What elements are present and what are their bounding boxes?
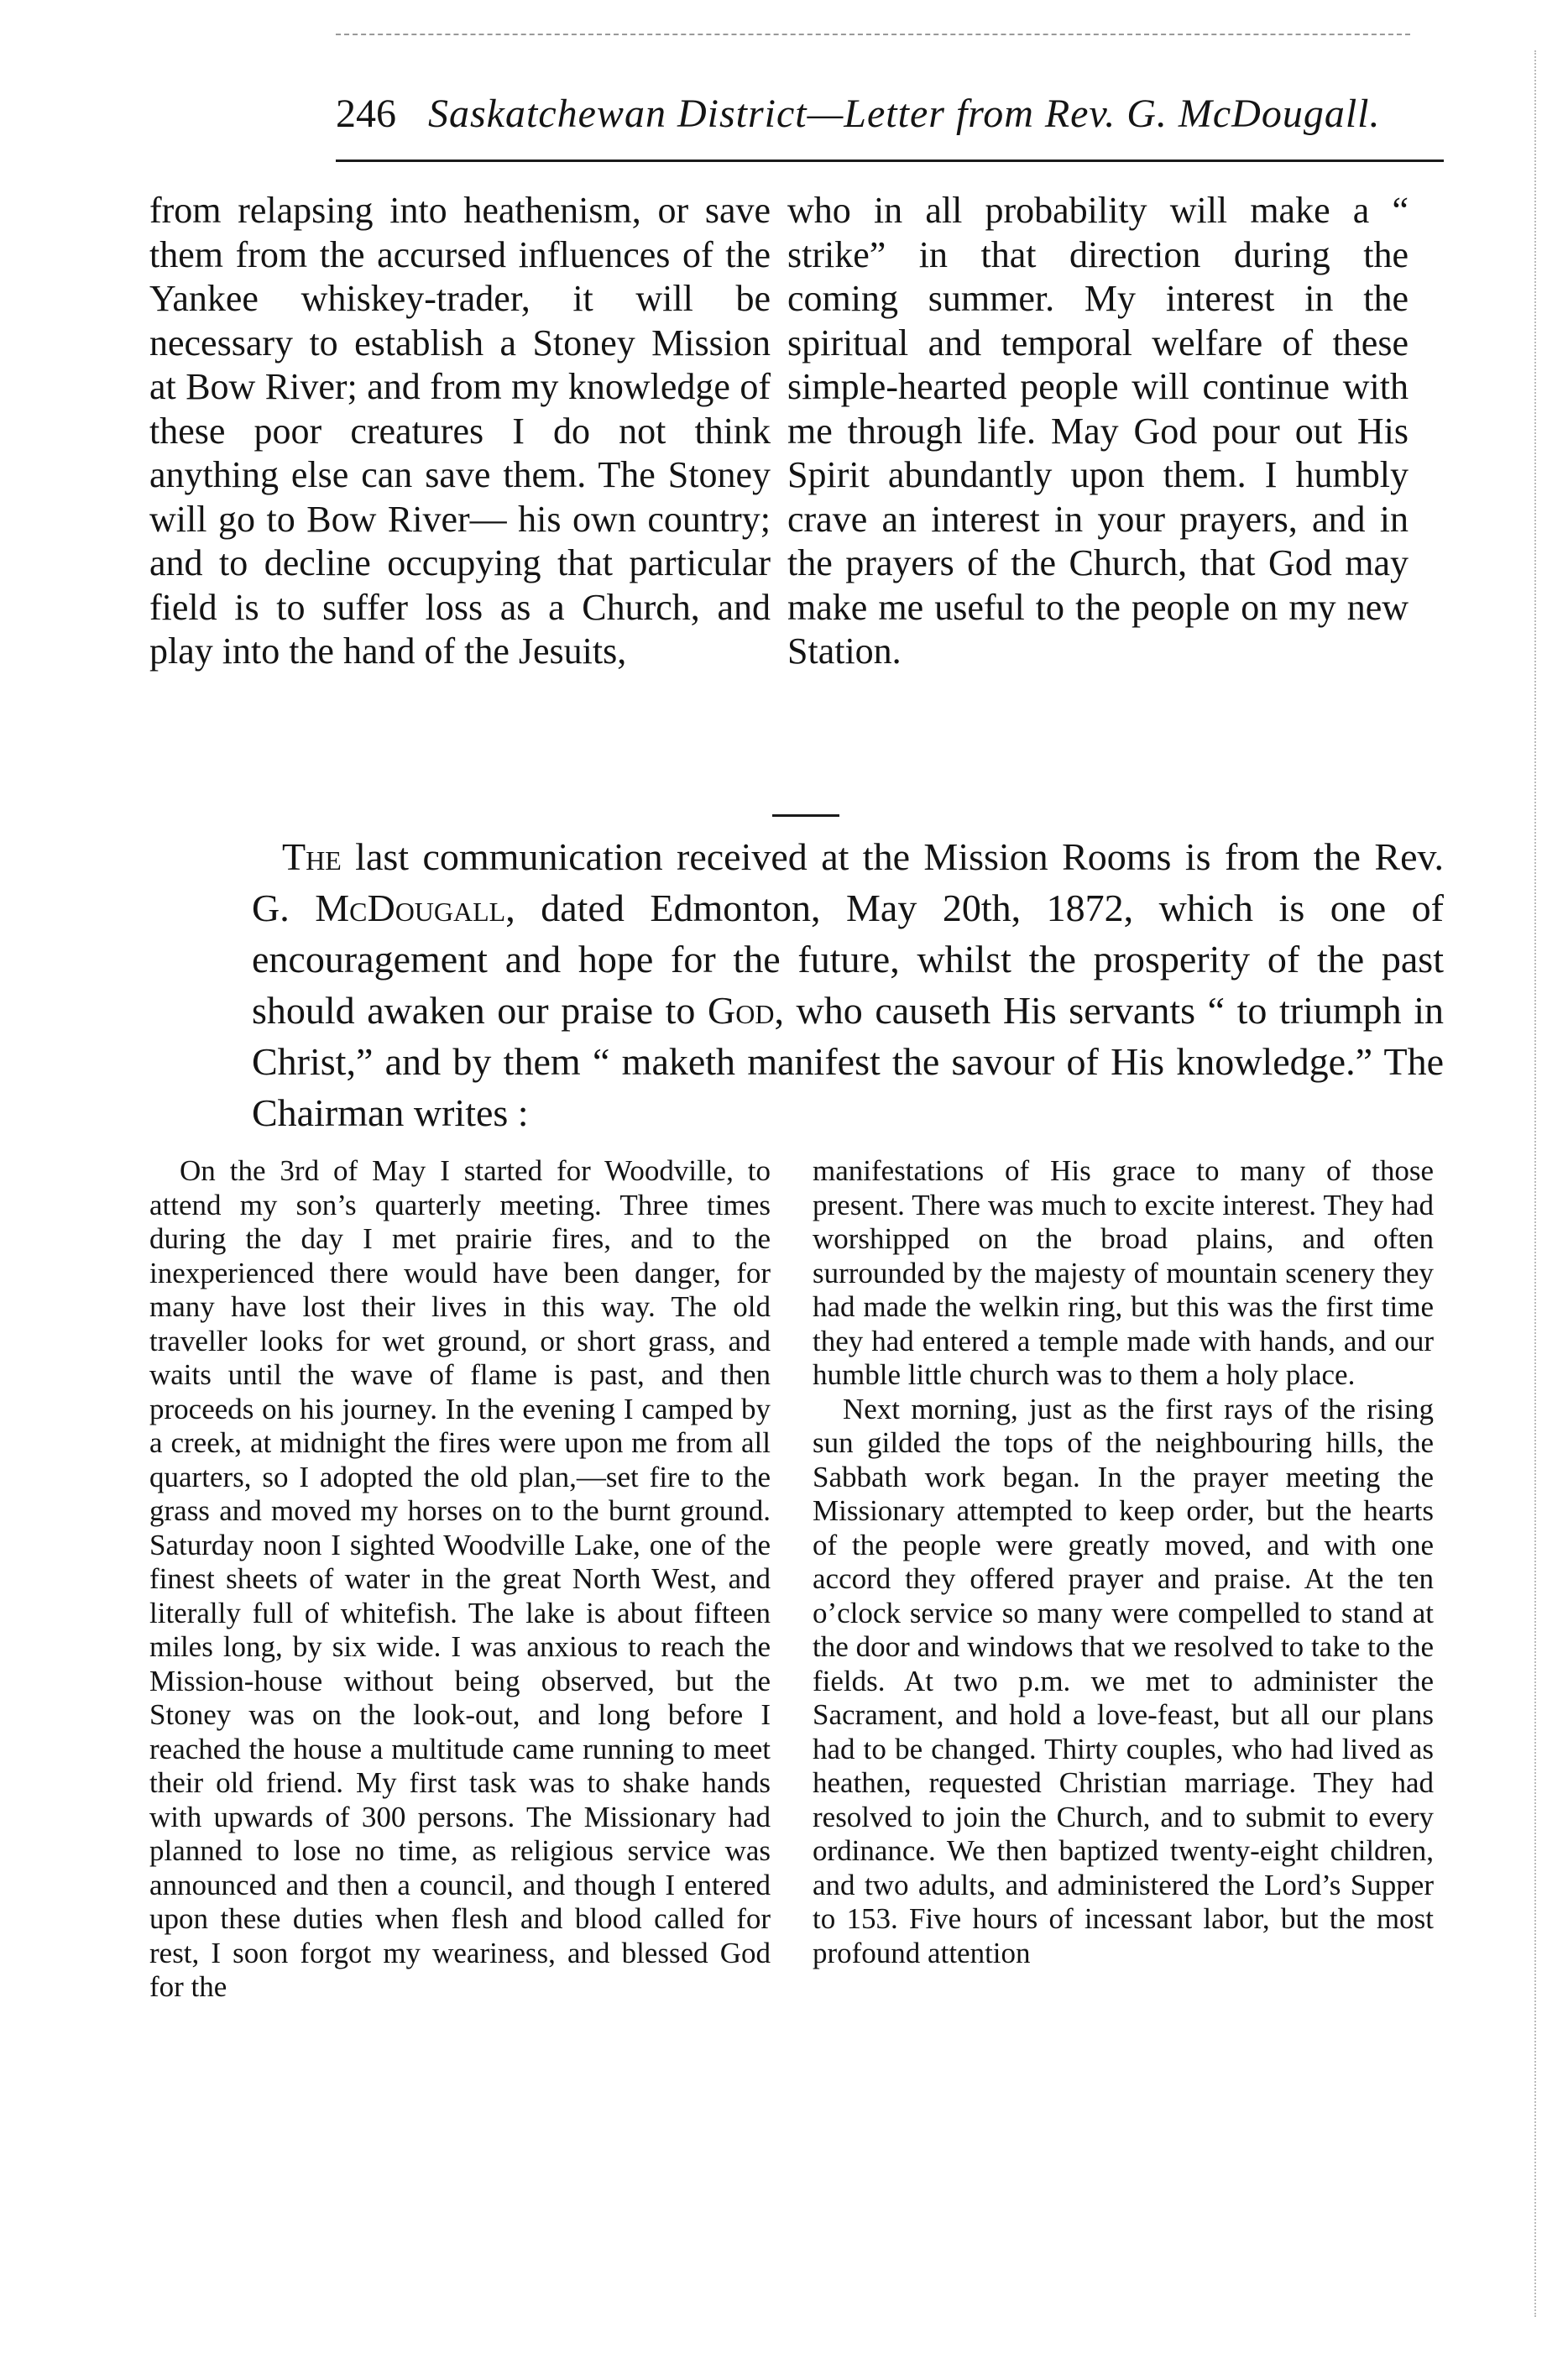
upper-left-text: from relapsing into heathenism, or save them from the accursed influences of the Yankee whiskey-trader, it will be necessary to establish a Stoney Mission at Bow River; and from my knowledge of these poor creatures I do not think anything else can save them. The Stoney will go to Bow River— his own country; and to decline occupying that particular field is to suffer loss as a Church, and play into the hand of the Jesuits, bbox=[149, 190, 771, 672]
lower-columns bbox=[149, 1154, 1434, 2005]
intro-god: God bbox=[707, 989, 775, 1032]
intro-text-3: , who causeth His servants “ to triumph in Christ,” and by them “ maketh manifest the savour of His knowledge.” The Chairman writes : bbox=[252, 989, 1444, 1134]
running-title: Saskatchewan District—Letter from Rev. G. McDougall. bbox=[428, 92, 1381, 136]
upper-columns bbox=[149, 189, 1409, 674]
intro-name: McDougall bbox=[315, 886, 506, 929]
intro-paragraph bbox=[252, 831, 1444, 1138]
upper-left-column bbox=[149, 189, 771, 674]
lower-right-column bbox=[813, 1154, 1434, 2005]
lower-right-paragraph-1: manifestations of His grace to many of those present. There was much to excite interest. They had worshipped on the broad plains, and often surrounded by the majesty of mountain scenery they had made the welkin ring, but this was the first time they had entered a temple made with hands, and our humble little church was to them a holy place. bbox=[813, 1154, 1434, 1391]
lower-left-text: On the 3rd of May I started for Woodville, to attend my son’s quarterly meeting. Three times during the day I met prairie fires, and to the inexperienced there would have been danger, for many have lost their lives in this way. The old traveller looks for wet ground, or short grass, and waits until the wave of flame is past, and then proceeds on his journey. In the evening I camped by a creek, at midnight the fires were upon me from all quarters, so I adopted the old plan,—set fire to the grass and moved my horses on to the burnt ground. Saturday noon I sighted Woodville Lake, one of the finest sheets of water in the great North West, and literally full of whitefish. The lake is about fifteen miles long, by six wide. I was anxious to reach the Mission-house without being observed, but the Stoney was on the look-out, and long before I reached the house a multitude came running to meet their old friend. My first task was to shake hands with upwards of 300 persons. The Missionary had planned to lose no time, as religious service was announced and then a council, and though I entered upon these duties when flesh and blood called for rest, I soon forgot my weariness, and blessed God for the bbox=[149, 1154, 771, 2003]
margin-edge-marks bbox=[1534, 50, 1553, 2317]
upper-right-text: who in all probability will make a “ strike” in that direction during the coming summer. My interest in the spiritual and temporal welfare of these simple-hearted people will continue with me through life. May God pour out His Spirit abundantly upon them. I humbly crave an interest in your prayers, and in the prayers of the Church, that God may make me useful to the people on my new Station. bbox=[787, 190, 1409, 672]
intro-text-1: last communication received at the Mission Rooms is from the Rev. G. bbox=[252, 835, 1444, 929]
lower-left-column bbox=[149, 1154, 771, 2005]
top-dashed-rule bbox=[336, 34, 1410, 35]
page-number: 246 bbox=[336, 92, 396, 136]
lower-right-paragraph-2: Next morning, just as the first rays of the rising sun gilded the tops of the neighbouring hills, the Sabbath work began. In the prayer meeting the Missionary attempted to keep order, but the hearts of the people were greatly moved, and with one accord they offered prayer and praise. At the ten o’clock service so many were compelled to stand at the door and windows that we resolved to take to the fields. At two p.m. we met to administer the Sacrament, and hold a love-feast, but all our plans had to be changed. Thirty couples, who had lived as heathen, requested Christian marriage. They had resolved to join the Church, and to submit to every ordinance. We then baptized twenty-eight children, and two adults, and administered the Lord’s Supper to 153. Five hours of incessant labor, but the most profound attention bbox=[813, 1392, 1434, 1969]
section-divider bbox=[772, 814, 839, 817]
intro-text-2: , dated Edmonton, May 20th, 1872, which is one of encouragement and hope for the future, whilst the prosperity of the past should awaken our praise to bbox=[252, 886, 1444, 1032]
header-rule bbox=[336, 160, 1444, 162]
running-head bbox=[336, 81, 1444, 148]
upper-right-column bbox=[787, 189, 1409, 674]
intro-lead-word: The bbox=[282, 835, 342, 878]
